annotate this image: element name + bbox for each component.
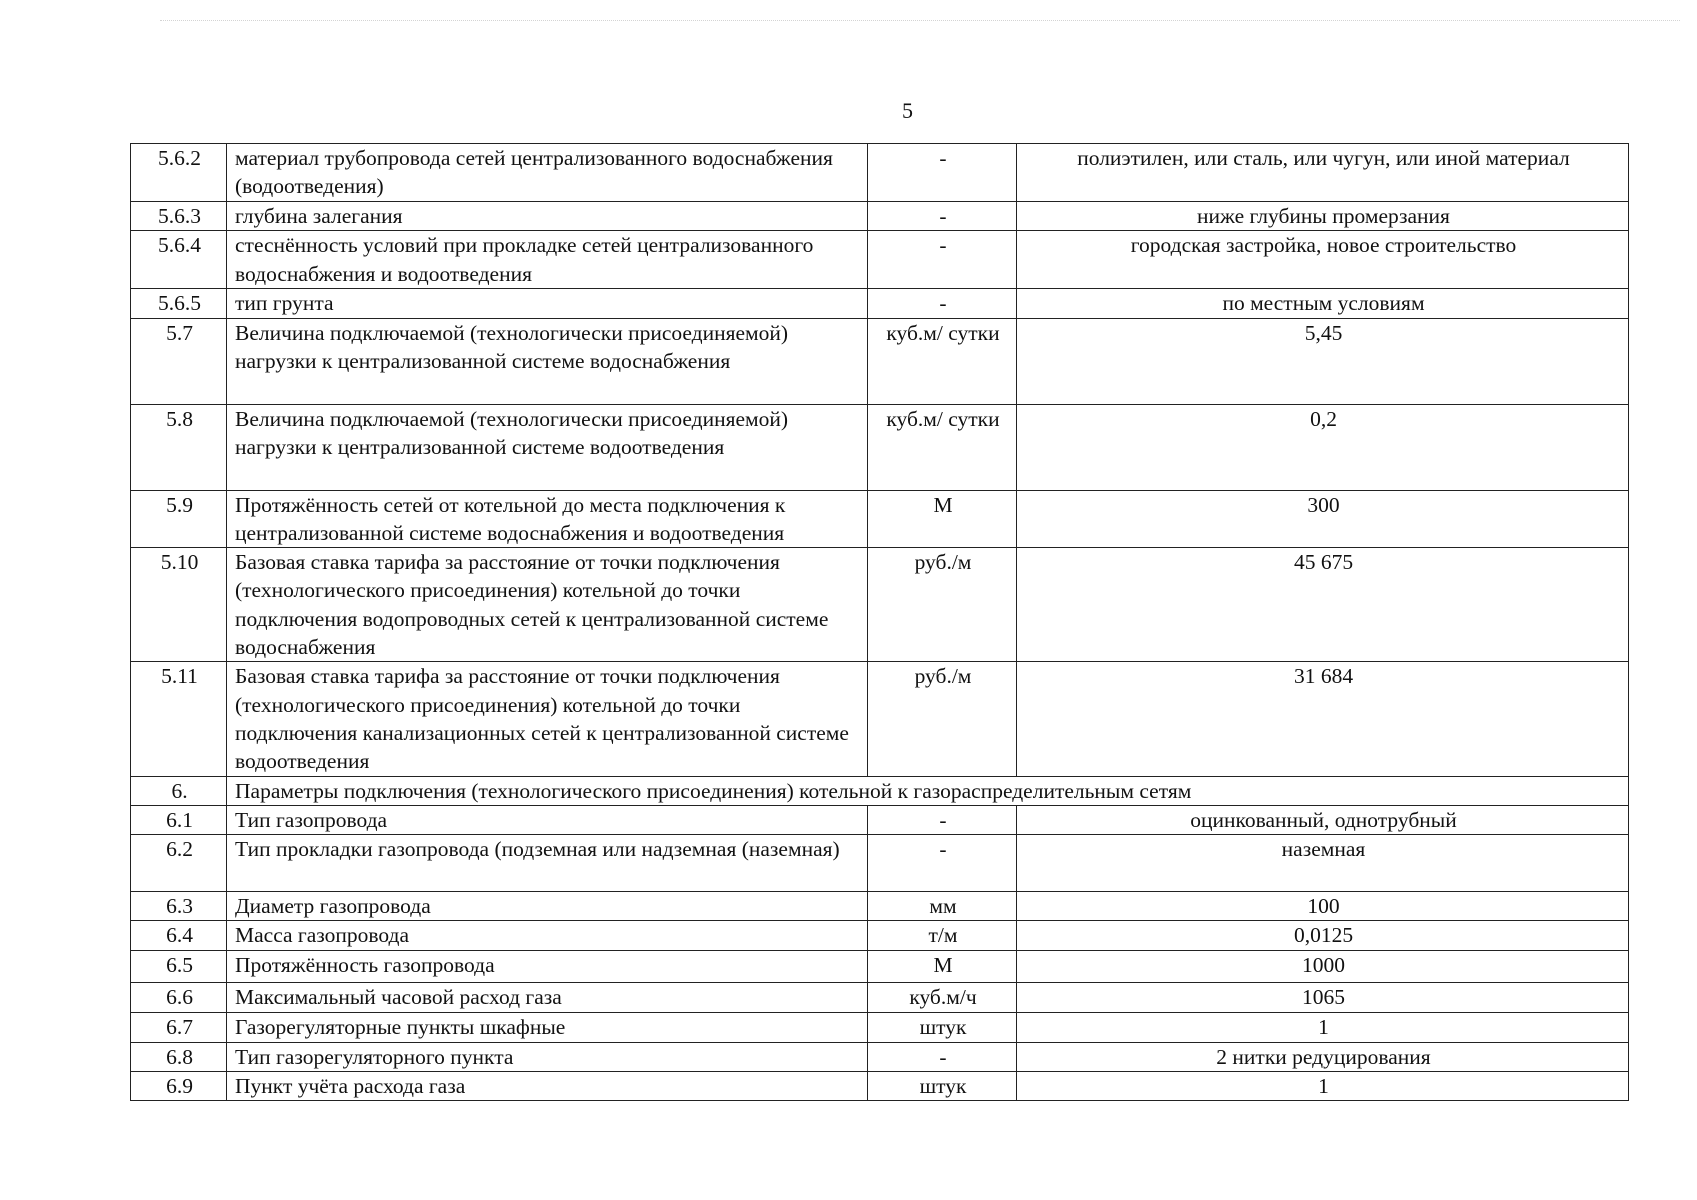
value: 100 [1017, 892, 1629, 921]
row-number: 5.6.4 [131, 231, 227, 289]
parameter-name: Протяжённость газопровода [227, 951, 868, 983]
row-number: 6.7 [131, 1013, 227, 1042]
table-row [131, 892, 1629, 921]
value: 1 [1017, 1013, 1629, 1042]
unit: - [868, 1042, 1017, 1071]
unit: куб.м/ сутки [868, 318, 1017, 404]
value: 31 684 [1017, 662, 1629, 776]
unit: - [868, 202, 1017, 231]
table-row [131, 318, 1629, 404]
table-row [131, 662, 1629, 776]
table-row [131, 289, 1629, 318]
row-number: 5.9 [131, 490, 227, 548]
unit: - [868, 231, 1017, 289]
value: 1000 [1017, 951, 1629, 983]
unit: М [868, 951, 1017, 983]
row-number: 6.5 [131, 951, 227, 983]
table-row [131, 490, 1629, 548]
section-title: Параметры подключения (технологического присоединения) котельной к газораспределительным сетям [227, 776, 1629, 805]
value: 0,0125 [1017, 921, 1629, 951]
table-row [131, 835, 1629, 892]
value: 5,45 [1017, 318, 1629, 404]
parameter-name: Величина подключаемой (технологически присоединяемой) нагрузки к централизованной системе водоотведения [227, 404, 868, 490]
table-row [131, 921, 1629, 951]
value: 45 675 [1017, 548, 1629, 662]
row-number: 6.3 [131, 892, 227, 921]
value: оцинкованный, однотрубный [1017, 805, 1629, 834]
value: 300 [1017, 490, 1629, 548]
unit: - [868, 289, 1017, 318]
parameter-name: стеснённость условий при прокладке сетей централизованного водоснабжения и водоотведения [227, 231, 868, 289]
parameter-name: тип грунта [227, 289, 868, 318]
unit: штук [868, 1013, 1017, 1042]
row-number: 6.9 [131, 1072, 227, 1101]
row-number: 5.6.3 [131, 202, 227, 231]
value: наземная [1017, 835, 1629, 892]
table-row [131, 144, 1629, 202]
row-number: 6.6 [131, 983, 227, 1013]
unit: - [868, 805, 1017, 834]
row-number: 5.6.5 [131, 289, 227, 318]
parameter-name: Масса газопровода [227, 921, 868, 951]
unit: т/м [868, 921, 1017, 951]
value: 1065 [1017, 983, 1629, 1013]
row-number: 5.10 [131, 548, 227, 662]
parameter-name: Базовая ставка тарифа за расстояние от точки подключения (технологического присоединения) котельной до точки подключения канализационных сетей к централизованной системе водоотведения [227, 662, 868, 776]
row-number: 5.8 [131, 404, 227, 490]
table-row [131, 1013, 1629, 1042]
section-number: 6. [131, 776, 227, 805]
row-number: 6.1 [131, 805, 227, 834]
table-row [131, 404, 1629, 490]
table-row [131, 1072, 1629, 1101]
table-row [131, 983, 1629, 1013]
table-row [131, 951, 1629, 983]
unit: куб.м/ сутки [868, 404, 1017, 490]
value: 0,2 [1017, 404, 1629, 490]
table-row [131, 231, 1629, 289]
parameter-name: Диаметр газопровода [227, 892, 868, 921]
parameter-name: Пункт учёта расхода газа [227, 1072, 868, 1101]
parameter-name: Базовая ставка тарифа за расстояние от точки подключения (технологического присоединения) котельной до точки подключения водопроводных сетей к централизованной системе водоснабжения [227, 548, 868, 662]
parameter-name: Тип прокладки газопровода (подземная или надземная (наземная) [227, 835, 868, 892]
unit: куб.м/ч [868, 983, 1017, 1013]
table-row [131, 548, 1629, 662]
row-number: 5.6.2 [131, 144, 227, 202]
parameter-name: материал трубопровода сетей централизованного водоснабжения (водоотведения) [227, 144, 868, 202]
unit: - [868, 835, 1017, 892]
specification-table [130, 143, 1629, 1101]
unit: руб./м [868, 662, 1017, 776]
value: по местным условиям [1017, 289, 1629, 318]
value: полиэтилен, или сталь, или чугун, или иной материал [1017, 144, 1629, 202]
unit: - [868, 144, 1017, 202]
parameter-name: Тип газопровода [227, 805, 868, 834]
table-row [131, 1042, 1629, 1071]
value: городская застройка, новое строительство [1017, 231, 1629, 289]
parameter-name: Газорегуляторные пункты шкафные [227, 1013, 868, 1042]
table-row [131, 805, 1629, 834]
value: ниже глубины промерзания [1017, 202, 1629, 231]
unit: М [868, 490, 1017, 548]
row-number: 5.11 [131, 662, 227, 776]
parameter-name: глубина залегания [227, 202, 868, 231]
table-row [131, 202, 1629, 231]
row-number: 6.8 [131, 1042, 227, 1071]
section-row [131, 776, 1629, 805]
unit: мм [868, 892, 1017, 921]
row-number: 5.7 [131, 318, 227, 404]
parameter-name: Тип газорегуляторного пункта [227, 1042, 868, 1071]
row-number: 6.4 [131, 921, 227, 951]
parameter-name: Максимальный часовой расход газа [227, 983, 868, 1013]
scan-artifact-line [160, 20, 1680, 21]
parameter-name: Протяжённость сетей от котельной до места подключения к централизованной системе водоснабжения и водоотведения [227, 490, 868, 548]
row-number: 6.2 [131, 835, 227, 892]
unit: штук [868, 1072, 1017, 1101]
parameter-name: Величина подключаемой (технологически присоединяемой) нагрузки к централизованной системе водоснабжения [227, 318, 868, 404]
unit: руб./м [868, 548, 1017, 662]
value: 2 нитки редуцирования [1017, 1042, 1629, 1071]
value: 1 [1017, 1072, 1629, 1101]
page-number: 5 [902, 98, 913, 123]
